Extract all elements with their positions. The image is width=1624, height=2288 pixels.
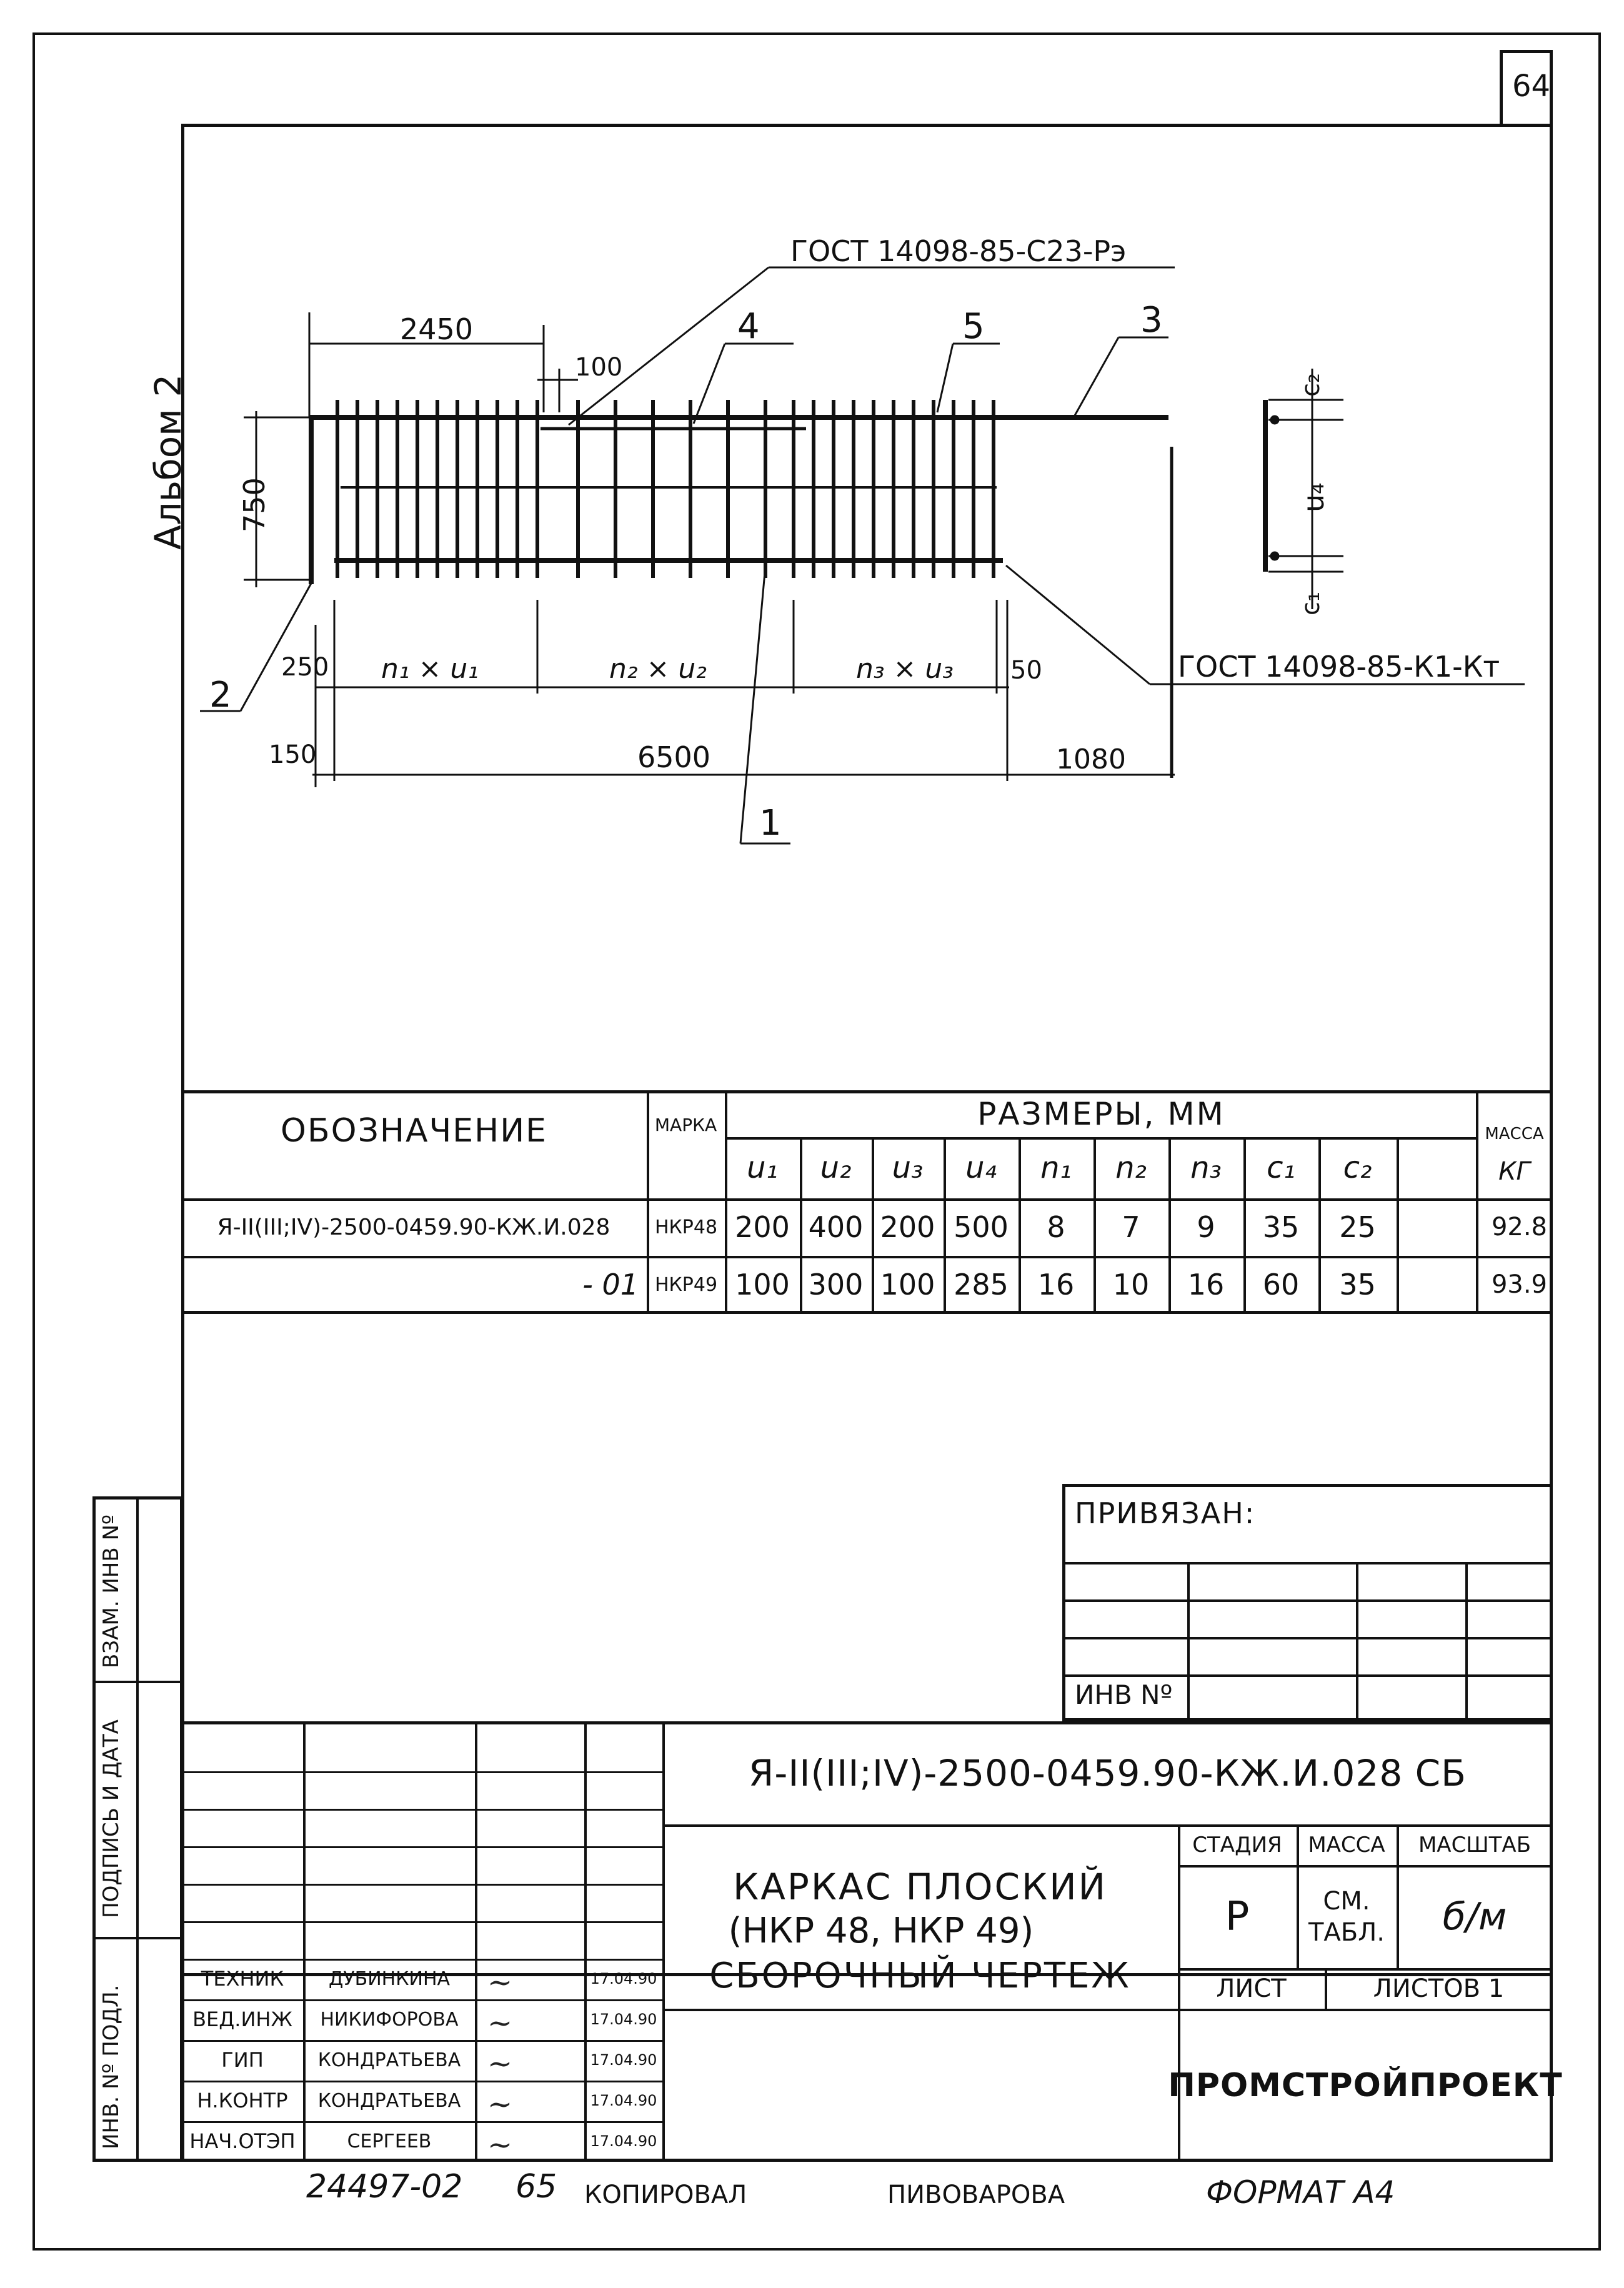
stamp-name: НИКИФОРОВА	[320, 2008, 459, 2031]
dim-150: 150	[269, 740, 317, 769]
stamp-role: Н.КОНТР	[197, 2089, 288, 2112]
label-inv-podl: ИНВ. Nº ПОДЛ.	[99, 1984, 124, 2149]
row-value: 16	[1187, 1268, 1225, 1301]
column-header: u₂	[820, 1150, 852, 1185]
assembly-drawing	[0, 0, 1624, 1093]
side-dim-u4: u₄	[1297, 482, 1330, 512]
scale-header: МАСШТАБ	[1418, 1832, 1532, 1858]
title-line-1: КАРКАС ПЛОСКИЙ	[733, 1866, 1107, 1908]
title-line-2: (НКР 48, НКР 49)	[728, 1910, 1034, 1951]
bound-title: ПРИВЯЗАН:	[1075, 1496, 1256, 1530]
bound-line	[1062, 1637, 1553, 1639]
stamp-line	[181, 1809, 662, 1811]
side-dim-c2: c₂	[1297, 372, 1325, 397]
stamp-role: ТЕХНИК	[201, 1967, 284, 1991]
dim-250: 250	[281, 653, 329, 682]
mass-value: СМ. ТАБЛ.	[1308, 1886, 1385, 1947]
signature: ~	[487, 2006, 513, 2041]
footer-copied-label: КОПИРОВАЛ	[584, 2181, 747, 2209]
row-value: 100	[735, 1268, 790, 1301]
column-header: c₂	[1343, 1150, 1372, 1185]
row-value: 400	[808, 1210, 864, 1244]
label-vzam-inv: ВЗАМ. ИНВ Nº	[99, 1515, 124, 1668]
stamp-name: СЕРГЕЕВ	[347, 2130, 432, 2152]
row-value: 16	[1037, 1268, 1075, 1301]
dim-750: 750	[237, 477, 271, 532]
scale-value: б/м	[1442, 1894, 1507, 1939]
row-value: 200	[880, 1210, 935, 1244]
signature: ~	[487, 2087, 513, 2122]
stamp-role: НАЧ.ОТЭП	[189, 2129, 296, 2153]
stamp-line	[181, 1884, 662, 1886]
stamp-line	[181, 1921, 662, 1923]
sheets-label: ЛИСТОВ 1	[1373, 1974, 1505, 2003]
row-value: 8	[1047, 1210, 1065, 1244]
column-header: n₃	[1190, 1150, 1222, 1185]
document-code: Я-II(III;IV)-2500-0459.90-КЖ.И.028 СБ	[749, 1751, 1467, 1794]
dim-6500: 6500	[637, 740, 711, 774]
stamp-role: ВЕД.ИНЖ	[192, 2007, 292, 2031]
position-2: 2	[209, 675, 232, 715]
left-strip-line	[92, 1681, 183, 1683]
position-3: 3	[1140, 300, 1163, 341]
row-value: 200	[735, 1210, 790, 1244]
dim-n3u3: n₃ × u₃	[856, 653, 954, 685]
dim-n1u1: n₁ × u₁	[381, 653, 479, 685]
stamp-name: КОНДРАТЬЕВА	[317, 2049, 461, 2071]
stage-header: СТАДИЯ	[1192, 1832, 1282, 1858]
row-value: 10	[1112, 1268, 1150, 1301]
stamp-line	[475, 1721, 477, 2162]
footer-number: 24497-02	[306, 2168, 463, 2206]
row-value: 100	[880, 1268, 935, 1301]
row-value: 25	[1339, 1210, 1376, 1244]
signature: ~	[487, 2046, 513, 2081]
row-value: 35	[1262, 1210, 1300, 1244]
signature: ~	[487, 1965, 513, 2000]
organization: ПРОМСТРОЙПРОЕКТ	[1168, 2066, 1563, 2104]
position-1: 1	[759, 803, 782, 843]
row-mass: 93.9	[1491, 1270, 1547, 1299]
row-mass: 92.8	[1491, 1213, 1547, 1241]
header-designation: ОБОЗНАЧЕНИЕ	[281, 1112, 547, 1150]
row-value: 500	[954, 1210, 1009, 1244]
bound-line	[1356, 1562, 1358, 1721]
weld-spec-top: ГОСТ 14098-85-С23-Рэ	[790, 234, 1127, 268]
row-value: 300	[808, 1268, 864, 1301]
bound-inv-label: ИНВ Nº	[1075, 1679, 1173, 1710]
stamp-date: 17.04.90	[590, 2011, 657, 2028]
left-strip-line	[92, 1937, 183, 1939]
stamp-date: 17.04.90	[590, 2051, 657, 2069]
album-label: Альбом 2	[147, 374, 189, 550]
row-mark: НКР49	[654, 1273, 718, 1296]
stamp-date: 17.04.90	[590, 1970, 657, 1987]
column-header: u₄	[965, 1150, 997, 1185]
bound-line	[1187, 1562, 1190, 1721]
row-value: 285	[954, 1268, 1009, 1301]
position-5: 5	[962, 306, 985, 347]
footer-format: ФОРМАТ А4	[1206, 2174, 1395, 2211]
footer-copier: ПИВОВАРОВА	[887, 2181, 1065, 2209]
position-4: 4	[737, 306, 760, 347]
left-strip-line	[136, 1496, 139, 2162]
stage-value: Р	[1225, 1893, 1250, 1940]
sheet-label: ЛИСТ	[1216, 1974, 1287, 2003]
column-header: n₂	[1115, 1150, 1147, 1185]
label-podpis-data: ПОДПИСЬ И ДАТА	[99, 1719, 124, 1918]
row-value	[1397, 1200, 1476, 1255]
stamp-line	[181, 1771, 662, 1773]
column-header: n₁	[1040, 1150, 1072, 1185]
mass-header: МАССА	[1308, 1832, 1385, 1858]
stamp-line	[662, 2009, 1178, 2011]
bound-line	[1062, 1562, 1553, 1564]
bound-line	[1062, 1599, 1553, 1602]
stamp-name: ДУБИНКИНА	[328, 1967, 451, 1990]
stamp-date: 17.04.90	[590, 2132, 657, 2150]
side-dim-c1: c₁	[1297, 591, 1325, 615]
dim-n2u2: n₂ × u₂	[609, 653, 707, 685]
dim-2450: 2450	[400, 312, 474, 346]
row-value: 60	[1262, 1268, 1300, 1301]
column-header: c₁	[1267, 1150, 1295, 1185]
row-value	[1397, 1257, 1476, 1312]
stamp-line	[181, 1846, 662, 1848]
weld-spec-bottom: ГОСТ 14098-85-К1-Кт	[1178, 650, 1500, 684]
row-designation: Я-II(III;IV)-2500-0459.90-КЖ.И.028	[217, 1214, 610, 1240]
row-value: 35	[1339, 1268, 1376, 1301]
footer-number-2: 65	[516, 2168, 557, 2206]
stamp-name: КОНДРАТЬЕВА	[317, 2089, 461, 2112]
dim-100: 100	[575, 353, 623, 382]
row-mark: НКР48	[654, 1216, 718, 1238]
bound-line	[1465, 1562, 1468, 1721]
column-header: u₃	[892, 1150, 924, 1185]
dim-50: 50	[1010, 656, 1042, 685]
dim-1080: 1080	[1056, 744, 1126, 775]
bound-line	[1062, 1674, 1553, 1677]
column-header	[1397, 1138, 1476, 1197]
header-mass: МАССА	[1485, 1125, 1544, 1143]
page-number: 64	[1512, 69, 1551, 104]
title-line-3: СБОРОЧНЫЙ ЧЕРТЕЖ	[709, 1956, 1131, 1996]
column-header: u₁	[747, 1150, 778, 1185]
header-mark: МАРКА	[654, 1114, 717, 1135]
row-value: 9	[1197, 1210, 1215, 1244]
row-value: 7	[1122, 1210, 1140, 1244]
header-sizes: РАЗМЕРЫ, ММ	[977, 1095, 1225, 1132]
signature: ~	[487, 2127, 513, 2162]
header-mass-unit: КГ	[1498, 1157, 1530, 1186]
stamp-role: ГИП	[221, 2048, 264, 2072]
row-designation: - 01	[582, 1268, 639, 1301]
stamp-date: 17.04.90	[590, 2092, 657, 2109]
